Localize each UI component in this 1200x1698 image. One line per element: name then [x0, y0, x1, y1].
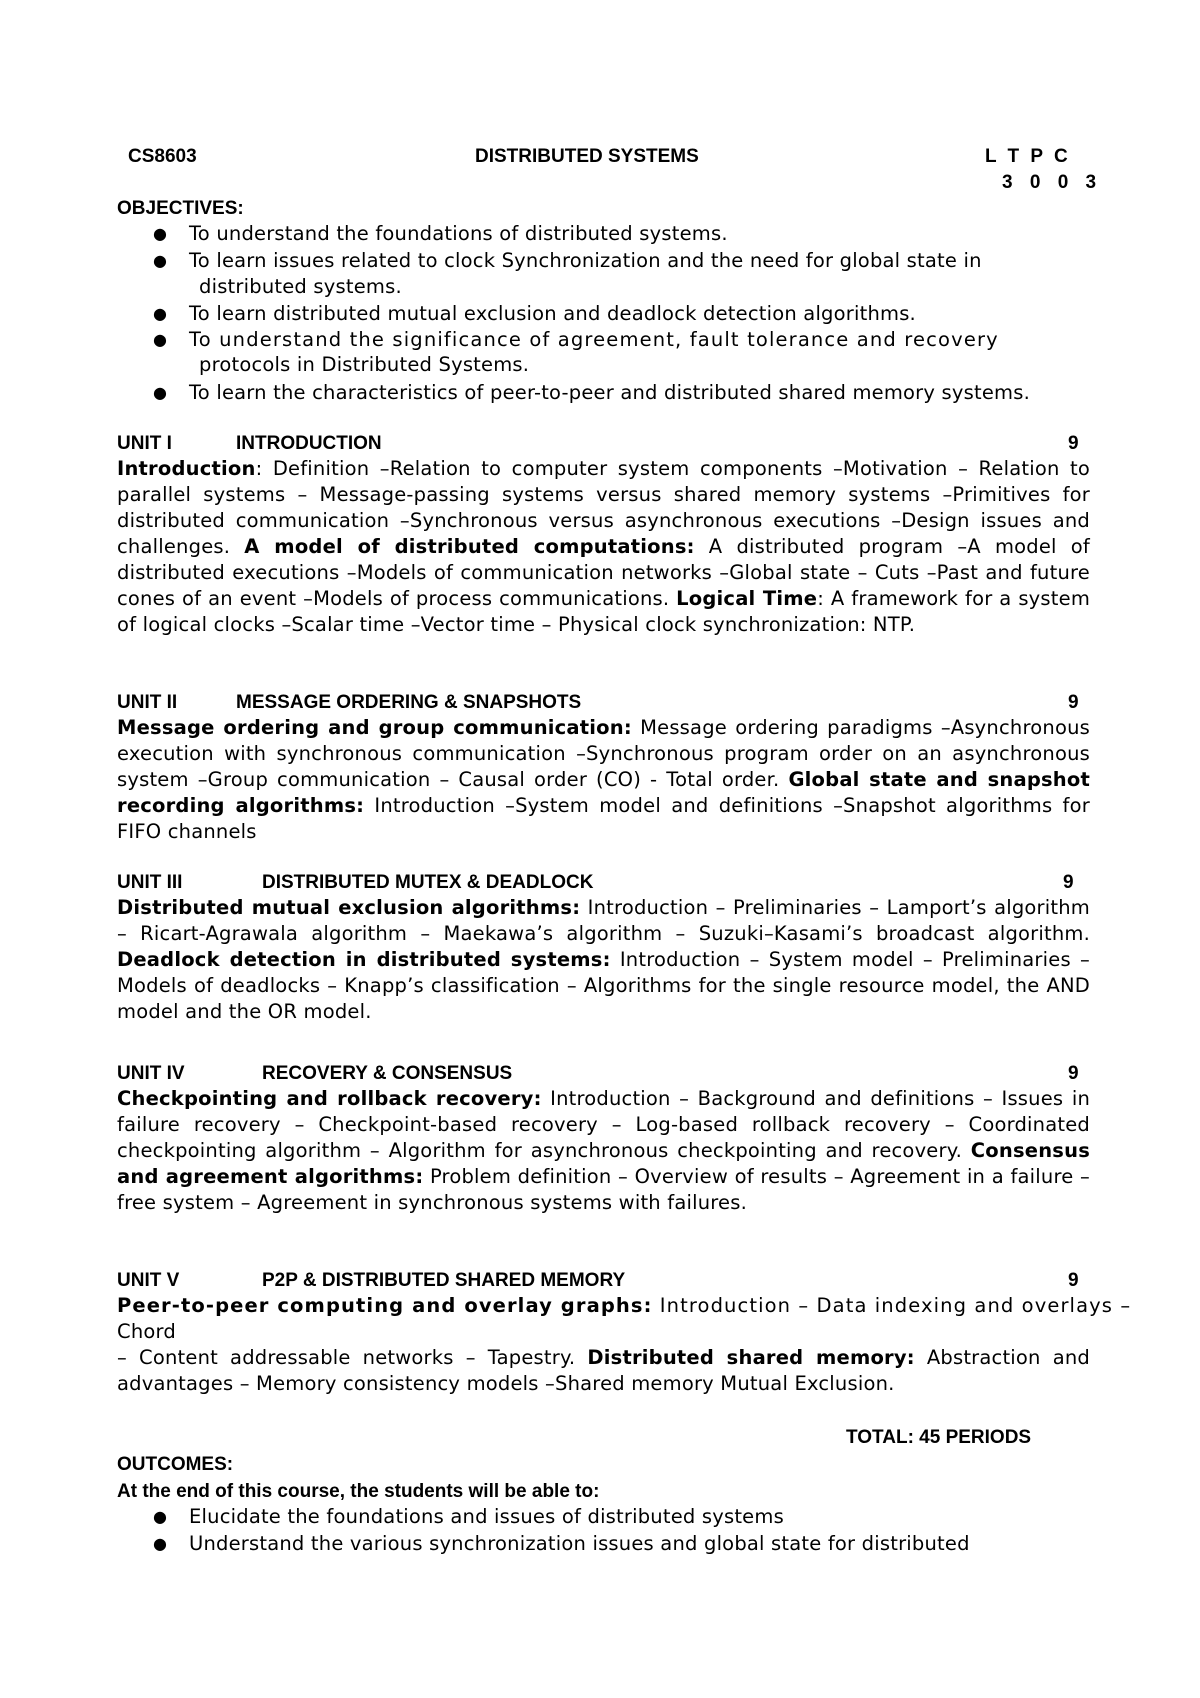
outcome-text: Elucidate the foundations and issues of distributed systems: [189, 1505, 784, 1528]
topic-text: Introduction – Data indexing and overlays –: [652, 1294, 1132, 1317]
unit-title: DISTRIBUTED MUTEX & DEADLOCK: [262, 872, 594, 893]
unit-body-line: [117, 1293, 1167, 1319]
ltpc-values: 3 0 0 3: [1002, 172, 1103, 193]
topic-text: Introduction – Background and definitions – Issues in failure recovery – Checkpoint-based recovery – Log-based rollback recovery – Coordinated checkpointing algorithm – Algorithm for asynchronous checkpointing and recovery.: [117, 1087, 1090, 1162]
objective-text: protocols in Distributed Systems.: [199, 353, 530, 376]
topic-heading: Message ordering and group communication:: [117, 716, 632, 739]
outcome-text: Understand the various synchronization issues and global state for distributed: [189, 1532, 970, 1555]
ltpc-label: L T P C: [985, 146, 1071, 167]
topic-heading: Distributed shared memory:: [587, 1346, 915, 1369]
objective-text: To understand the foundations of distributed systems.: [189, 222, 728, 245]
unit-hours: 9: [1068, 1063, 1079, 1084]
unit-label: UNIT IV: [117, 1063, 185, 1084]
topic-heading: Global state and snapshot recording algorithms:: [117, 768, 1090, 817]
outcomes-intro: At the end of this course, the students will be able to:: [117, 1481, 600, 1502]
unit-body-line: [117, 1319, 1090, 1345]
unit-label: UNIT V: [117, 1270, 180, 1291]
outcomes-heading: OUTCOMES:: [117, 1454, 234, 1475]
bullet-icon: ●: [153, 251, 167, 270]
topic-text: Introduction –System model and definitions –Snapshot algorithms for FIFO channels: [117, 794, 1090, 843]
topic-text: – Content addressable networks – Tapestry.: [117, 1346, 588, 1369]
unit-label: UNIT I: [117, 433, 172, 454]
unit-body: [117, 1345, 1090, 1397]
topic-heading: Distributed mutual exclusion algorithms:: [117, 896, 581, 919]
unit-title: P2P & DISTRIBUTED SHARED MEMORY: [262, 1270, 626, 1291]
unit-title: MESSAGE ORDERING & SNAPSHOTS: [236, 692, 582, 713]
unit-hours: 9: [1068, 692, 1079, 713]
topic-text: A distributed program –A model of distributed executions –Models of communication networks –Global state – Cuts –Past and future cones of an event –Models of process communications.: [117, 535, 1090, 610]
unit-body: [117, 715, 1090, 845]
course-title: DISTRIBUTED SYSTEMS: [475, 146, 699, 167]
topic-text: Introduction – System model – Preliminaries – Models of deadlocks – Knapp’s classification – Algorithms for the single resource model, the AND model and the OR model.: [117, 948, 1090, 1023]
objective-text: distributed systems.: [199, 275, 402, 298]
unit-body: [117, 1086, 1090, 1216]
objective-text: To learn issues related to clock Synchronization and the need for global state in: [189, 249, 982, 272]
bullet-icon: ●: [153, 330, 167, 349]
unit-hours: 9: [1068, 1270, 1079, 1291]
bullet-icon: ●: [153, 1507, 167, 1526]
topic-heading: Checkpointing and rollback recovery:: [117, 1087, 542, 1110]
topic-text: Problem definition – Overview of results – Agreement in a failure – free system – Agreement in synchronous systems with failures.: [117, 1165, 1091, 1214]
course-code: CS8603: [128, 146, 197, 167]
topic-heading: Consensus and agreement algorithms:: [117, 1139, 1090, 1188]
topic-text: Message ordering paradigms –Asynchronous execution with synchronous communication –Synchronous program order on an asynchronous system –Group communication – Causal order (CO) - Total order.: [117, 716, 1090, 791]
topic-text: Chord: [117, 1320, 176, 1343]
topic-text: Introduction – Preliminaries – Lamport’s algorithm – Ricart-Agrawala algorithm – Maekawa’s algorithm – Suzuki–Kasami’s broadcast algorithm.: [117, 896, 1090, 945]
unit-label: UNIT II: [117, 692, 178, 713]
topic-heading: Introduction: [117, 457, 256, 480]
topic-text: : A framework for a system of logical clocks –Scalar time –Vector time – Physical clock synchronization: NTP.: [117, 587, 1091, 636]
bullet-icon: ●: [153, 383, 167, 402]
objective-text: To learn the characteristics of peer-to-peer and distributed shared memory systems.: [189, 381, 1030, 404]
unit-hours: 9: [1068, 433, 1079, 454]
unit-body: [117, 895, 1090, 1025]
topic-heading: Peer-to-peer computing and overlay graphs:: [117, 1294, 653, 1317]
topic-heading: Logical Time: [676, 587, 818, 610]
bullet-icon: ●: [153, 224, 167, 243]
topic-text: Abstraction and advantages – Memory consistency models –Shared memory Mutual Exclusion.: [117, 1346, 1090, 1395]
topic-text: : Definition –Relation to computer system components –Motivation – Relation to parallel systems – Message-passing systems versus shared memory systems –Primitives for distributed communication –Synchronous versus asynchronous executions –Design issues and challenges.: [117, 457, 1090, 558]
objectives-heading: OBJECTIVES:: [117, 198, 244, 219]
unit-label: UNIT III: [117, 872, 183, 893]
unit-title: RECOVERY & CONSENSUS: [262, 1063, 513, 1084]
topic-heading: Deadlock detection in distributed systems:: [117, 948, 611, 971]
unit-body: [117, 456, 1090, 638]
objective-text: To understand the significance of agreement, fault tolerance and recovery: [189, 328, 999, 351]
objective-text: To learn distributed mutual exclusion and deadlock detection algorithms.: [189, 302, 916, 325]
unit-title: INTRODUCTION: [236, 433, 382, 454]
bullet-icon: ●: [153, 304, 167, 323]
bullet-icon: ●: [153, 1534, 167, 1553]
unit-hours: 9: [1063, 872, 1074, 893]
topic-heading: A model of distributed computations:: [244, 535, 695, 558]
total-periods: TOTAL: 45 PERIODS: [846, 1427, 1032, 1448]
